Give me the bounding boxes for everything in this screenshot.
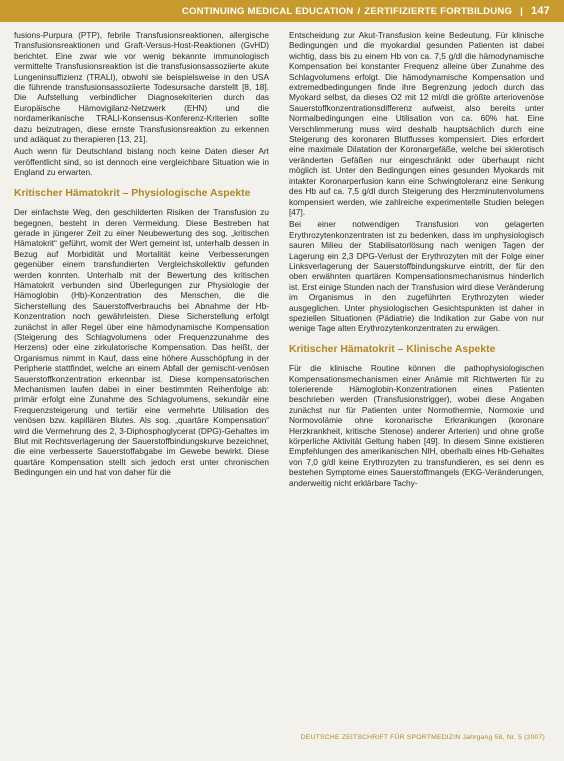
section-heading: Kritischer Hämatokrit – Physiologische Aspekte [14, 187, 251, 199]
running-header [0, 0, 564, 22]
right-column [289, 30, 544, 490]
header-section: CONTINUING MEDICAL EDUCATION [181, 5, 354, 17]
paragraph: Für die klinische Routine können die pathophysiologischen Kompensationsmechanismen einer Anämie mit Richtwerten für zu tolerierende Hämoglobin-Konzentrationen eines Patienten beschrieben werden (Transfusionstrigger), wobei diese Angaben zunächst nur für Patienten unter Normothermie, Normoxie und Normovolämie ohne koronarische Erkrankungen (koronare Herzkrankheit, kritische Stenose) anderer Arterien) und ohne große körperliche Aktivität Geltung haben [49]. In diesem Sinne existieren Empfehlungen des amerikanischen NIH, oberhalb eines Hb-Gehaltes von 7,0 g/dl keine Erythrozyten zu transfundieren, es sei denn es bestehen Symptome eines Sauerstoffmangels (EKG-Veränderungen, anderweitig nicht erklärbare Tachy- [289, 363, 544, 488]
paragraph: Entscheidung zur Akut-Transfusion keine Bedeutung. Für klinische Bedingungen und die myokardial gesunden Patienten ist dabei wichtig, dass bis zu einem Hb von ca. 7,5 g/dl die hämodynamische Kompensation bei konstanter Frequenz alleine über Zunahme des Schlagvolumens erfolgt. Die hämodynamische Kompensation und extremedbedingungen finde ihre Begrenzung jedoch durch das Myokard selbst, da dieses O2 mit 12 ml/dl die größte arteriovenöse Sauerstoffkonzentrationsdifferenz aufweist, also bereits unter Normalbedingungen eine Utilisation von ca. 60% hat. Eine Verschlimmerung muss wird deshalb hauptsächlich durch eine Steigerung des koronaren Blutflusses kompensiert. Dies erfordert eine maximale Dilatation der Koronargefäße, welche bei sklerotisch veränderten Gefäßen nur eingeschränkt oder überhaupt nicht möglich ist. Unter den Bedingungen eines gesunden Myokards mit intakter Koronarperfusion kann eine Schwingtoleranz eine Senkung des Hb auf ca. 7,5 g/dl durch Steigerung des Herzminutenvolumens kompensiert werden, wie zahlreiche experimentelle Studien belegen [47]. [289, 30, 544, 217]
paragraph: Bei einer notwendigen Transfusion von gelagerten Erythrozytenkonzentraten ist zu bedenken, dass im unphysiologisch sauren Milieu der Stabilisatorlösung nach wenigen Tagen der Lagerung ein 2,3 DPG-Verlust der Erythrozyten mit der Folge einer Linksverlagerung der Sauerstoffbindungskurve eintritt, der für den oben erwähnten quartären Kompensationsmechanismus hinderlich ist. Erst einige Stunden nach der Transfusion wird diese Veränderung im Organismus in den zugeführten Erythrozyten wieder ausgeglichen. Unter physiologischen Gesichtspunkten ist daher in speziellen Situationen (Pädiatrie) die Indikation zur Gabe von nur wenige Tage alten Erythrozytenkonzentraten zu erwägen. [289, 219, 544, 334]
paragraph: fusions-Purpura (PTP), febrile Transfusionsreaktionen, allergische Transfusionsreaktionen und Graft-Versus-Host-Reaktionen (GvHD) berichtet. Eine zwar wie vor wenig bekannte immunologisch vermittelte Transfusionsreaktion ist die transfusionsassoziierte akute Lungeninsuffizienz (TRALI), obwohl sie beispielsweise in den USA die führende transfusionsassoziierte Todesursache darstellt [8, 18]. Die Aufstellung verbindlicher Diagnosekriterien durch das Europäische Hämovigilanz-Netzwerk (EHN) und die nordamerikanische TRALI-Konsensus-Konferenz-Kriterien sollte dazu beizutragen, diese ernste Transfusionsreaktion zu erkennen und adäquat zu therapieren [13, 21]. [14, 30, 269, 145]
left-column [14, 30, 269, 480]
paragraph: Auch wenn für Deutschland bislang noch keine Daten dieser Art veröffentlicht sind, so ist dennoch eine vergleichbare Situation wie in England zu erwarten. [14, 146, 269, 178]
header-divider: | [520, 5, 524, 17]
header-separator: / [357, 5, 361, 17]
paragraph: Der einfachste Weg, den geschilderten Risiken der Transfusion zu begegnen, besteht in deren Vermeidung. Diese Bestreben hat gerade in jüngerer Zeit zu einer Neubewertung des sog. „kritischen Hämatokrit“ geführt, womit der Wert gemeint ist, unterhalb dessen in Bezug auf Morbidität und Mortalität keine Verbesserungen gegenüber einem transfundierten Vergleichskollektiv gefunden werden konnten. Unterhalb mit der Bewertung des kritischen Hämatokrit verbunden sind Überlegungen zur Physiologie der Hämoglobin (Hb)-Konzentration des Menschen, die die Sicherstellung des Sauerstoffverbrauchs bei Abnahme der Hb-Konzentration noch gewährleisten. Diese Sicherstellung erfolgt zunächst in aller Regel über eine hämodynamische Kompensation (Steigerung des Schlagvolumens oder Frequenzzunahme des Herzens) oder eine zirkulatorische Kompensation. Das heißt, der Organismus nimmt in Kauf, dass eine höhere Ausschöpfung in der Peripherie stattfindet, welche an einem Abfall der gemischt-venösen Sauerstoffkonzentration erkennbar ist. Diese kompensatorischen Mechanismen laufen dabei in einer bestimmten Reihenfolge ab: primär erfolgt eine Zunahme des Schlagvolumens, sekundär eine Frequenzsteigerung und tertiär eine vermehrte Utilisation des venösen bzw. kapillären Blutes. Als sog. „quartäre Kompensation“ wird die Vermehrung des 2, 3-Diphosphoglycerat (DPG)-Gehaltes im Blut mit Rechtsverlagerung der Sauerstoffbindungskurve bezeichnet, die eine verbesserte Sauerstoffabgabe im Gewebe bewirkt. Diese quartäre Kompensation stellt sich jedoch erst unter chronischen Bedingungen ein und hat von daher für die [14, 207, 269, 478]
journal-footer: DEUTSCHE ZEITSCHRIFT FÜR SPORTMEDIZIN Jahrgang 58, Nr. 5 (2007) [300, 734, 545, 741]
section-heading: Kritischer Hämatokrit – Klinische Aspekte [289, 343, 496, 355]
page-number: 147 [531, 5, 550, 17]
header-subsection: ZERTIFIZIERTE FORTBILDUNG [364, 5, 513, 17]
